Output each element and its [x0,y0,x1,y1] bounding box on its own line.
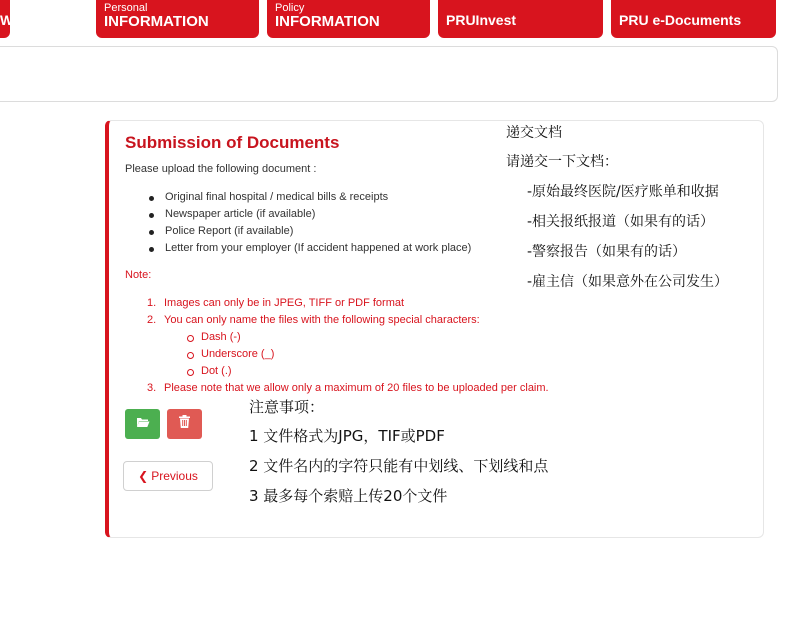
tab-pru-e-documents[interactable] [611,0,776,38]
trash-icon [179,415,190,433]
annotation-line: 请递交一下文档： [506,154,618,170]
tab-small-label: Policy [275,2,305,14]
notes-list [147,295,549,397]
list-item: Dash (-) [187,329,549,346]
list-item: Letter from your employer (If accident happened at work place) [149,240,471,257]
chevron-left-icon: ❮ [138,469,149,483]
note-text: Please note that we allow only a maximum of 20 files to be uploaded per claim. [164,382,549,394]
list-item: Newspaper article (if available) [149,206,471,223]
tab-pruinvest[interactable] [438,0,603,38]
tab-label: INFORMATION [275,13,380,30]
annotation-note: 3 最多每个索赔上传20个文件 [249,487,448,505]
list-item [147,312,549,380]
tab-label: INFORMATION [104,13,209,30]
note-label: Note: [125,269,152,281]
list-item: Underscore (_) [187,346,549,363]
previous-label: Previous [151,469,198,483]
top-nav-tabs [0,0,800,38]
tab-label: W [0,12,14,28]
annotation-line: -相关报纸报道（如果有的话） [527,214,715,230]
tab-policy-information[interactable] [267,0,430,38]
folder-open-icon [136,415,150,433]
delete-button[interactable] [167,409,202,439]
tab-personal-information[interactable] [96,0,259,38]
annotation-line: -雇主信（如果意外在公司发生） [527,274,729,290]
annotation-note: 1 文件格式为JPG，TIF或PDF [249,427,445,445]
note-text: Images can only be in JPEG, TIFF or PDF format [164,297,405,309]
annotation-heading: 递交文档 [506,125,562,141]
note-number: 1. [147,297,157,309]
list-item [147,380,549,397]
list-item: Original final hospital / medical bills & receipts [149,189,471,206]
annotation-note: 2 文件名内的字符只能有中划线、下划线和点 [249,457,549,475]
note-number: 2. [147,314,157,326]
tab-partial[interactable] [0,0,14,38]
annotation-line: -原始最终医院/医疗账单和收据 [527,184,719,200]
note-text: You can only name the files with the following special characters: [164,314,480,326]
tab-small-label: Personal [104,2,148,14]
annotation-line: -警察报告（如果有的话） [527,244,687,260]
annotation-notes-title: 注意事项： [249,398,325,416]
list-item: Dot (.) [187,363,549,380]
special-characters-list [147,329,549,380]
page-title: Submission of Documents [125,133,340,152]
required-documents-list [149,189,471,257]
intro-text: Please upload the following document : [125,163,317,175]
list-item: Police Report (if available) [149,223,471,240]
note-number: 3. [147,382,157,394]
previous-button[interactable] [123,461,213,491]
info-bar [0,46,778,102]
tab-label: PRU e-Documents [619,12,742,28]
list-item [147,295,549,312]
upload-button[interactable] [125,409,160,439]
tab-label: PRUInvest [446,12,517,28]
